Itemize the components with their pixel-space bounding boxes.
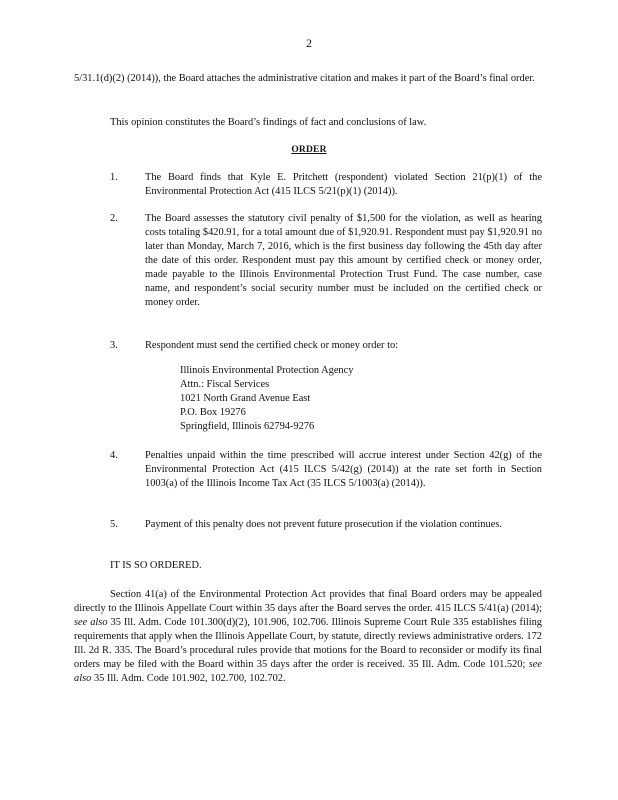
address-line: Illinois Environmental Protection Agency xyxy=(180,365,354,376)
so-ordered: IT IS SO ORDERED. xyxy=(110,560,202,571)
item-number: 5. xyxy=(110,519,118,530)
address-line: 1021 North Grand Avenue East xyxy=(180,393,311,404)
see-also-citation: see also xyxy=(74,659,542,684)
item-number: 4. xyxy=(110,450,118,461)
item-text: The Board assesses the statutory civil penalty of $1,500 for the violation, as well as hearing costs totaling $420.91, for a total amount due of $1,920.91. Respondent must pay $1,920.91 no later than Monday, March 7, 2016, which is the first business day following the 45th day after the date of this order. Respondent must pay this amount by certified check or money order, made payable to the Illinois Environmental Protection Trust Fund. The case number, case name, and respondent’s social security number must be included on the certified check or money order. xyxy=(145,213,542,308)
address-line: P.O. Box 19276 xyxy=(180,407,246,418)
item-number: 1. xyxy=(110,172,118,183)
item-text: The Board finds that Kyle E. Pritchett (respondent) violated Section 21(p)(1) of the Environmental Protection Act (415 ILCS 5/21(p)(1) (2014)). xyxy=(145,172,542,197)
payment-address xyxy=(180,364,353,434)
item-text: Penalties unpaid within the time prescribed will accrue interest under Section 42(g) of the Environmental Protection Act (415 ILCS 5/42(g) (2014)) at the rate set forth in Section 1003(a) of the Illinois Income Tax Act (35 ILCS 5/1003(a) (2014)). xyxy=(145,450,542,489)
opinion-statement: This opinion constitutes the Board’s findings of fact and conclusions of law. xyxy=(110,117,427,128)
item-number: 3. xyxy=(110,340,118,351)
item-text: Payment of this penalty does not prevent future prosecution if the violation continues. xyxy=(145,519,502,530)
order-heading: ORDER xyxy=(291,145,327,155)
closing-part-2: 35 Ill. Adm. Code 101.300(d)(2), 101.906, 102.706. Illinois Supreme Court Rule 335 establishes filing requirements that apply when the Illinois Appellate Court, by statute, directly reviews administrative orders. 172 Ill. 2d R. 335. The Board’s procedural rules provide that motions for the Board to reconsider or modify its final orders may be filed with the Board within 35 days after the order is received. 35 Ill. Adm. Code 101.520; xyxy=(74,617,542,670)
item-number: 2. xyxy=(110,213,118,224)
closing-paragraph xyxy=(74,588,542,686)
closing-part-1: Section 41(a) of the Environmental Protection Act provides that final Board orders may be appealed directly to the Illinois Appellate Court within 35 days after the Board serves the order. 415 ILCS 5/41(a) (2014); xyxy=(74,589,542,614)
closing-part-3: 35 Ill. Adm. Code 101.902, 102.700, 102.702. xyxy=(93,673,286,684)
address-line: Attn.: Fiscal Services xyxy=(180,379,270,390)
item-text: Respondent must send the certified check or money order to: xyxy=(145,340,399,351)
address-line: Springfield, Illinois 62794-9276 xyxy=(180,421,315,432)
see-also-citation: see also xyxy=(74,617,108,628)
page-number: 2 xyxy=(306,36,312,50)
intro-paragraph: 5/31.1(d)(2) (2014)), the Board attaches the administrative citation and makes it part of the Board’s final order. xyxy=(74,73,535,84)
